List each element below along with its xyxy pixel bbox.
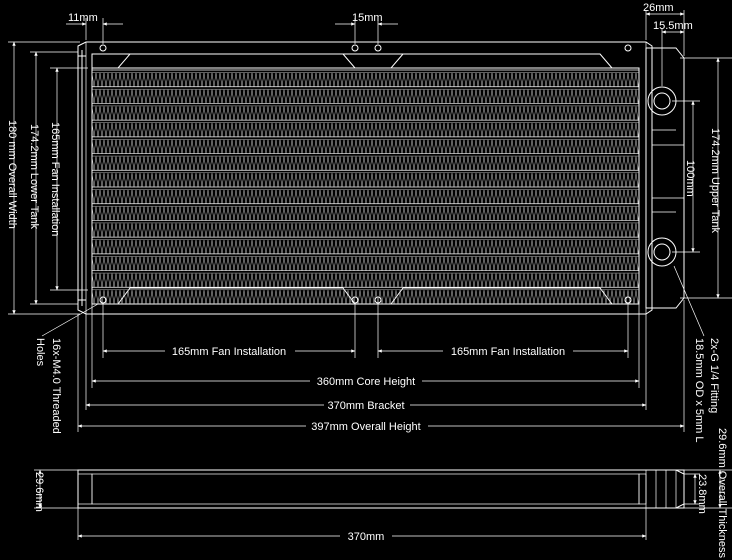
mounting-hole: [625, 297, 631, 303]
mounting-hole: [375, 45, 381, 51]
fitting-bottom-inner: [654, 244, 670, 260]
dim-side-370mm: 370mm: [347, 531, 385, 543]
radiator-side-view: [33, 428, 732, 559]
side-view-body: [78, 470, 684, 508]
dim-26mm: 26mm: [643, 2, 674, 14]
dim-side-29-6: 29.6mm: [33, 472, 45, 512]
dim-right-upper-tank: 174.2mm Upper Tank: [709, 128, 721, 233]
top-bracket-profile: [92, 54, 639, 68]
callout-threaded-holes-line1: 16x-M4.0 Threaded: [50, 338, 62, 434]
dim-left-overall-width: 180 mm Overall Width: [6, 120, 18, 229]
dim-fan-install-left: 165mm Fan Installation: [171, 346, 287, 358]
callout-fitting-line1: 2x-G 1/4 Fitting: [708, 338, 720, 414]
dim-11mm: 11mm: [68, 12, 98, 24]
callouts: [34, 266, 720, 443]
dim-core-height: 360mm Core Height: [316, 376, 416, 388]
lower-tank: [78, 50, 86, 306]
dim-left-lower-tank: 174.2mm Lower Tank: [28, 124, 40, 229]
dim-bracket: 370mm Bracket: [327, 400, 405, 412]
dim-left-fan-install: 165mm Fan Installation: [49, 122, 61, 237]
dim-15-5mm: 15.5mm: [653, 20, 693, 32]
callout-threaded-holes-line2: Holes: [34, 338, 46, 367]
mounting-hole: [352, 45, 358, 51]
mounting-hole: [100, 45, 106, 51]
mounting-hole: [375, 297, 381, 303]
dim-15mm: 15mm: [352, 12, 383, 24]
radiator-fins: [92, 70, 640, 304]
callout-fitting-line2: 18.5mm OD x 5mm L: [693, 338, 705, 443]
dim-overall-height: 397mm Overall Height: [311, 421, 421, 433]
right-dimensions: [672, 58, 732, 298]
radiator-top-view: [78, 42, 684, 314]
left-dimensions: [6, 42, 88, 314]
mounting-hole: [625, 45, 631, 51]
dim-overall-thickness: 29.6mm Overall Thickness: [716, 428, 728, 559]
fitting-top-inner: [654, 93, 670, 109]
dim-side-23-8: 23.8mm: [696, 474, 708, 514]
dim-fan-install-right: 165mm Fan Installation: [450, 346, 566, 358]
horizontal-dimensions: [78, 300, 684, 433]
dim-right-100mm: 100mm: [684, 160, 696, 197]
